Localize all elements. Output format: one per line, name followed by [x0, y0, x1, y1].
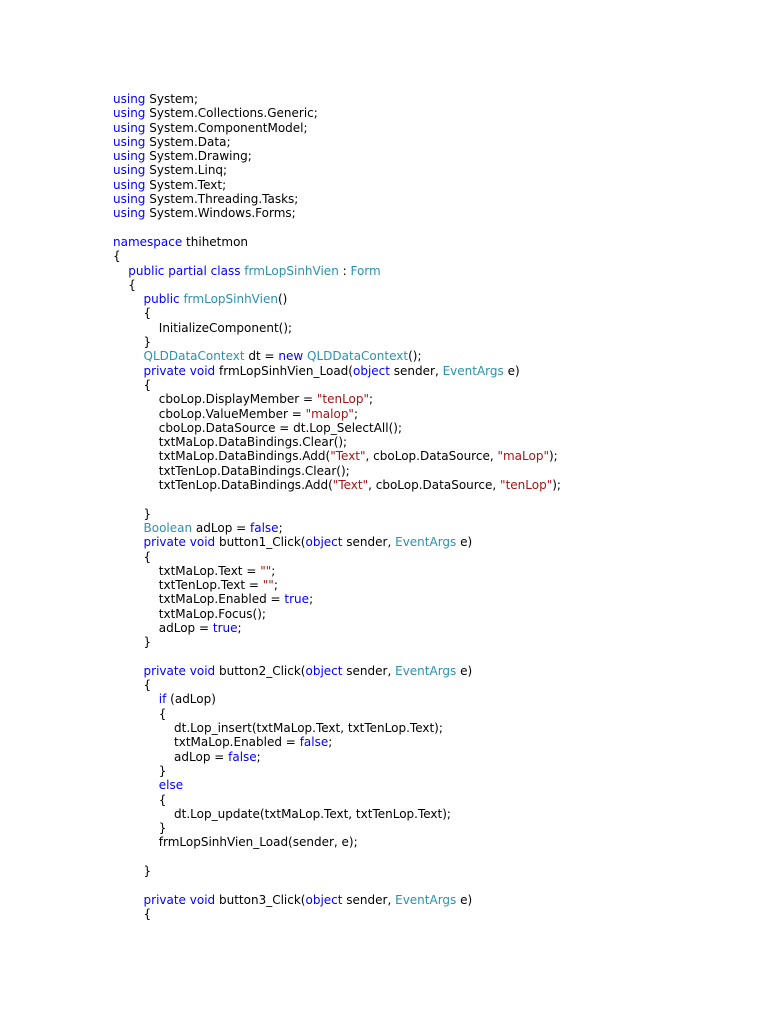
code-line [113, 407, 561, 421]
code-text: : [338, 263, 351, 278]
keyword-token: true [284, 592, 310, 607]
type-token: frmLopSinhVien [183, 292, 278, 307]
keyword-token: private [143, 363, 186, 378]
code-text: txtMaLop.Focus(); [113, 606, 266, 621]
code-line [113, 206, 561, 220]
keyword-token: void [189, 663, 216, 678]
type-token: frmLopSinhVien [244, 263, 339, 278]
code-line [113, 821, 561, 835]
code-text: ); [548, 449, 558, 464]
code-line [113, 178, 561, 192]
keyword-token: using [113, 177, 146, 192]
code-text: (adLop) [166, 692, 216, 707]
code-text: ; [328, 735, 333, 750]
code-line [113, 121, 561, 135]
keyword-token: object [352, 363, 390, 378]
keyword-token: public [143, 292, 180, 307]
type-token: QLDDataContext [143, 349, 245, 364]
keyword-token: private [143, 663, 186, 678]
code-text: frmLopSinhVien_Load( [215, 363, 353, 378]
keyword-token: false [250, 520, 279, 535]
code-text: dt = [244, 349, 279, 364]
code-text: System.ComponentModel; [145, 120, 308, 135]
code-text [113, 521, 144, 535]
code-text: System; [145, 92, 199, 106]
code-text: cboLop.ValueMember = [113, 406, 306, 421]
code-text: { [113, 277, 136, 292]
code-line [113, 550, 561, 564]
code-text: txtMaLop.DataBindings.Add( [113, 449, 331, 464]
keyword-token: void [189, 535, 216, 550]
code-text: System.Collections.Generic; [145, 106, 318, 121]
code-text: thihetmon [182, 234, 249, 249]
code-line [113, 335, 561, 349]
code-line [113, 650, 561, 664]
code-line [113, 807, 561, 821]
code-line [113, 321, 561, 335]
code-text: { [113, 792, 167, 807]
type-token: EventArgs [395, 535, 457, 550]
type-token: Form [350, 263, 381, 278]
code-text: } [113, 635, 152, 650]
code-text: cboLop.DataSource = dt.Lop_SelectAll(); [113, 420, 403, 435]
keyword-token: using [113, 206, 146, 221]
code-line [113, 578, 561, 592]
code-text: button3_Click( [215, 892, 306, 907]
type-token: EventArgs [395, 892, 457, 907]
keyword-token: object [305, 892, 343, 907]
code-line [113, 564, 561, 578]
code-line [113, 378, 561, 392]
code-line [113, 192, 561, 206]
code-text: sender, [342, 535, 396, 550]
code-text: txtMaLop.DataBindings.Clear(); [113, 435, 348, 450]
keyword-token: void [189, 363, 216, 378]
keyword-token: public [128, 263, 165, 278]
code-text [113, 264, 128, 278]
keyword-token: namespace [113, 234, 183, 249]
code-text: ; [353, 406, 358, 421]
code-text: ; [237, 620, 242, 635]
code-line [113, 392, 561, 406]
code-line [113, 764, 561, 778]
code-text: ; [256, 749, 261, 764]
code-line [113, 778, 561, 792]
code-text: System.Threading.Tasks; [145, 192, 299, 207]
code-text: button2_Click( [215, 663, 306, 678]
keyword-token: true [212, 620, 238, 635]
code-text: { [113, 678, 152, 693]
code-text: adLop = [113, 620, 213, 635]
code-text [113, 364, 144, 378]
code-text: sender, [342, 892, 396, 907]
code-text [113, 893, 144, 907]
string-literal: "tenLop" [500, 478, 553, 493]
code-line [113, 850, 561, 864]
code-text: , cboLop.DataSource, [365, 449, 498, 464]
code-text: InitializeComponent(); [113, 320, 293, 335]
code-text: ; [271, 563, 276, 578]
code-text: adLop = [113, 749, 229, 764]
code-line [113, 163, 561, 177]
keyword-token: false [299, 735, 329, 750]
code-line [113, 221, 561, 235]
code-line [113, 306, 561, 320]
code-text: e) [456, 892, 473, 907]
keyword-token: private [143, 535, 186, 550]
code-text: cboLop.DisplayMember = [113, 392, 317, 407]
type-token: QLDDataContext [307, 349, 409, 364]
keyword-token: else [158, 778, 184, 793]
code-text [113, 692, 159, 706]
keyword-token: false [228, 749, 257, 764]
code-text [113, 535, 144, 549]
code-line [113, 435, 561, 449]
code-text: ; [369, 392, 374, 407]
code-line [113, 507, 561, 521]
code-line [113, 264, 561, 278]
keyword-token: using [113, 92, 146, 106]
keyword-token: if [158, 692, 167, 707]
code-text: { [113, 306, 152, 321]
code-text: , cboLop.DataSource, [368, 478, 501, 493]
code-text: e) [456, 663, 473, 678]
code-text [113, 349, 144, 363]
code-text: (); [408, 349, 422, 364]
string-literal: "Text" [332, 478, 369, 493]
code-line [113, 135, 561, 149]
keyword-token: object [305, 663, 343, 678]
string-literal: "tenLop" [316, 392, 370, 407]
code-line [113, 92, 561, 106]
keyword-token: object [305, 535, 343, 550]
string-literal: "" [260, 563, 272, 578]
code-text: System.Windows.Forms; [145, 206, 296, 221]
code-line [113, 750, 561, 764]
code-text: } [113, 763, 167, 778]
keyword-token: class [210, 263, 241, 278]
code-line [113, 592, 561, 606]
code-text: txtMaLop.Enabled = [113, 735, 300, 750]
code-line [113, 235, 561, 249]
code-text: txtTenLop.Text = [113, 578, 263, 593]
code-text: txtTenLop.DataBindings.Add( [113, 478, 333, 493]
code-line [113, 492, 561, 506]
code-text: txtMaLop.Text = [113, 563, 261, 578]
keyword-token: using [113, 106, 146, 121]
keyword-token: new [278, 349, 304, 364]
code-line [113, 478, 561, 492]
code-text: ); [552, 478, 561, 493]
code-text: { [113, 706, 167, 721]
keyword-token: using [113, 192, 146, 207]
code-line [113, 721, 561, 735]
code-line [113, 635, 561, 649]
code-line [113, 621, 561, 635]
keyword-token: private [143, 892, 186, 907]
code-text [113, 664, 144, 678]
code-text: dt.Lop_insert(txtMaLop.Text, txtTenLop.Text); [113, 721, 443, 736]
type-token: Boolean [143, 520, 193, 535]
code-text: ; [278, 520, 283, 535]
code-text: } [113, 821, 167, 836]
code-line [113, 106, 561, 120]
code-text: } [113, 335, 152, 350]
code-line [113, 449, 561, 463]
code-line [113, 464, 561, 478]
code-line [113, 864, 561, 878]
code-text: System.Data; [145, 134, 231, 149]
code-text: e) [503, 363, 520, 378]
keyword-token: partial [168, 263, 207, 278]
code-text: System.Drawing; [145, 149, 252, 164]
code-text: } [113, 506, 152, 521]
code-text: { [113, 549, 152, 564]
string-literal: "malop" [305, 406, 354, 421]
code-text: button1_Click( [215, 535, 306, 550]
type-token: EventArgs [442, 363, 504, 378]
code-line [113, 292, 561, 306]
code-text [113, 778, 159, 792]
code-line [113, 149, 561, 163]
keyword-token: using [113, 120, 146, 135]
code-text: ; [309, 592, 314, 607]
code-text: ; [273, 578, 278, 593]
code-text: { [113, 906, 152, 921]
code-line [113, 249, 561, 263]
code-text: sender, [342, 663, 396, 678]
code-line [113, 678, 561, 692]
type-token: EventArgs [395, 663, 457, 678]
code-line [113, 349, 561, 363]
code-line [113, 364, 561, 378]
code-line [113, 735, 561, 749]
code-line [113, 893, 561, 907]
string-literal: "maLop" [497, 449, 549, 464]
code-text: sender, [389, 363, 443, 378]
string-literal: "Text" [330, 449, 366, 464]
code-line [113, 692, 561, 706]
code-line [113, 793, 561, 807]
code-line [113, 907, 561, 921]
code-text: e) [456, 535, 473, 550]
keyword-token: void [189, 892, 216, 907]
code-line [113, 521, 561, 535]
code-line [113, 878, 561, 892]
code-text: txtMaLop.Enabled = [113, 592, 285, 607]
keyword-token: using [113, 163, 146, 178]
code-listing [113, 92, 561, 921]
code-line [113, 707, 561, 721]
string-literal: "" [262, 578, 274, 593]
code-line [113, 664, 561, 678]
keyword-token: using [113, 149, 146, 164]
code-line [113, 535, 561, 549]
code-text: adLop = [192, 520, 251, 535]
code-line [113, 835, 561, 849]
code-text: () [277, 292, 288, 307]
code-line [113, 607, 561, 621]
code-text: txtTenLop.DataBindings.Clear(); [113, 463, 350, 478]
code-text: frmLopSinhVien_Load(sender, e); [113, 835, 358, 850]
code-text [113, 292, 144, 306]
keyword-token: using [113, 134, 146, 149]
code-line [113, 421, 561, 435]
code-text: dt.Lop_update(txtMaLop.Text, txtTenLop.Text); [113, 806, 451, 821]
code-text: { [113, 377, 152, 392]
code-line [113, 278, 561, 292]
code-text: } [113, 864, 152, 879]
code-text: { [113, 249, 121, 264]
code-text: System.Text; [145, 177, 227, 192]
code-text: System.Linq; [145, 163, 228, 178]
